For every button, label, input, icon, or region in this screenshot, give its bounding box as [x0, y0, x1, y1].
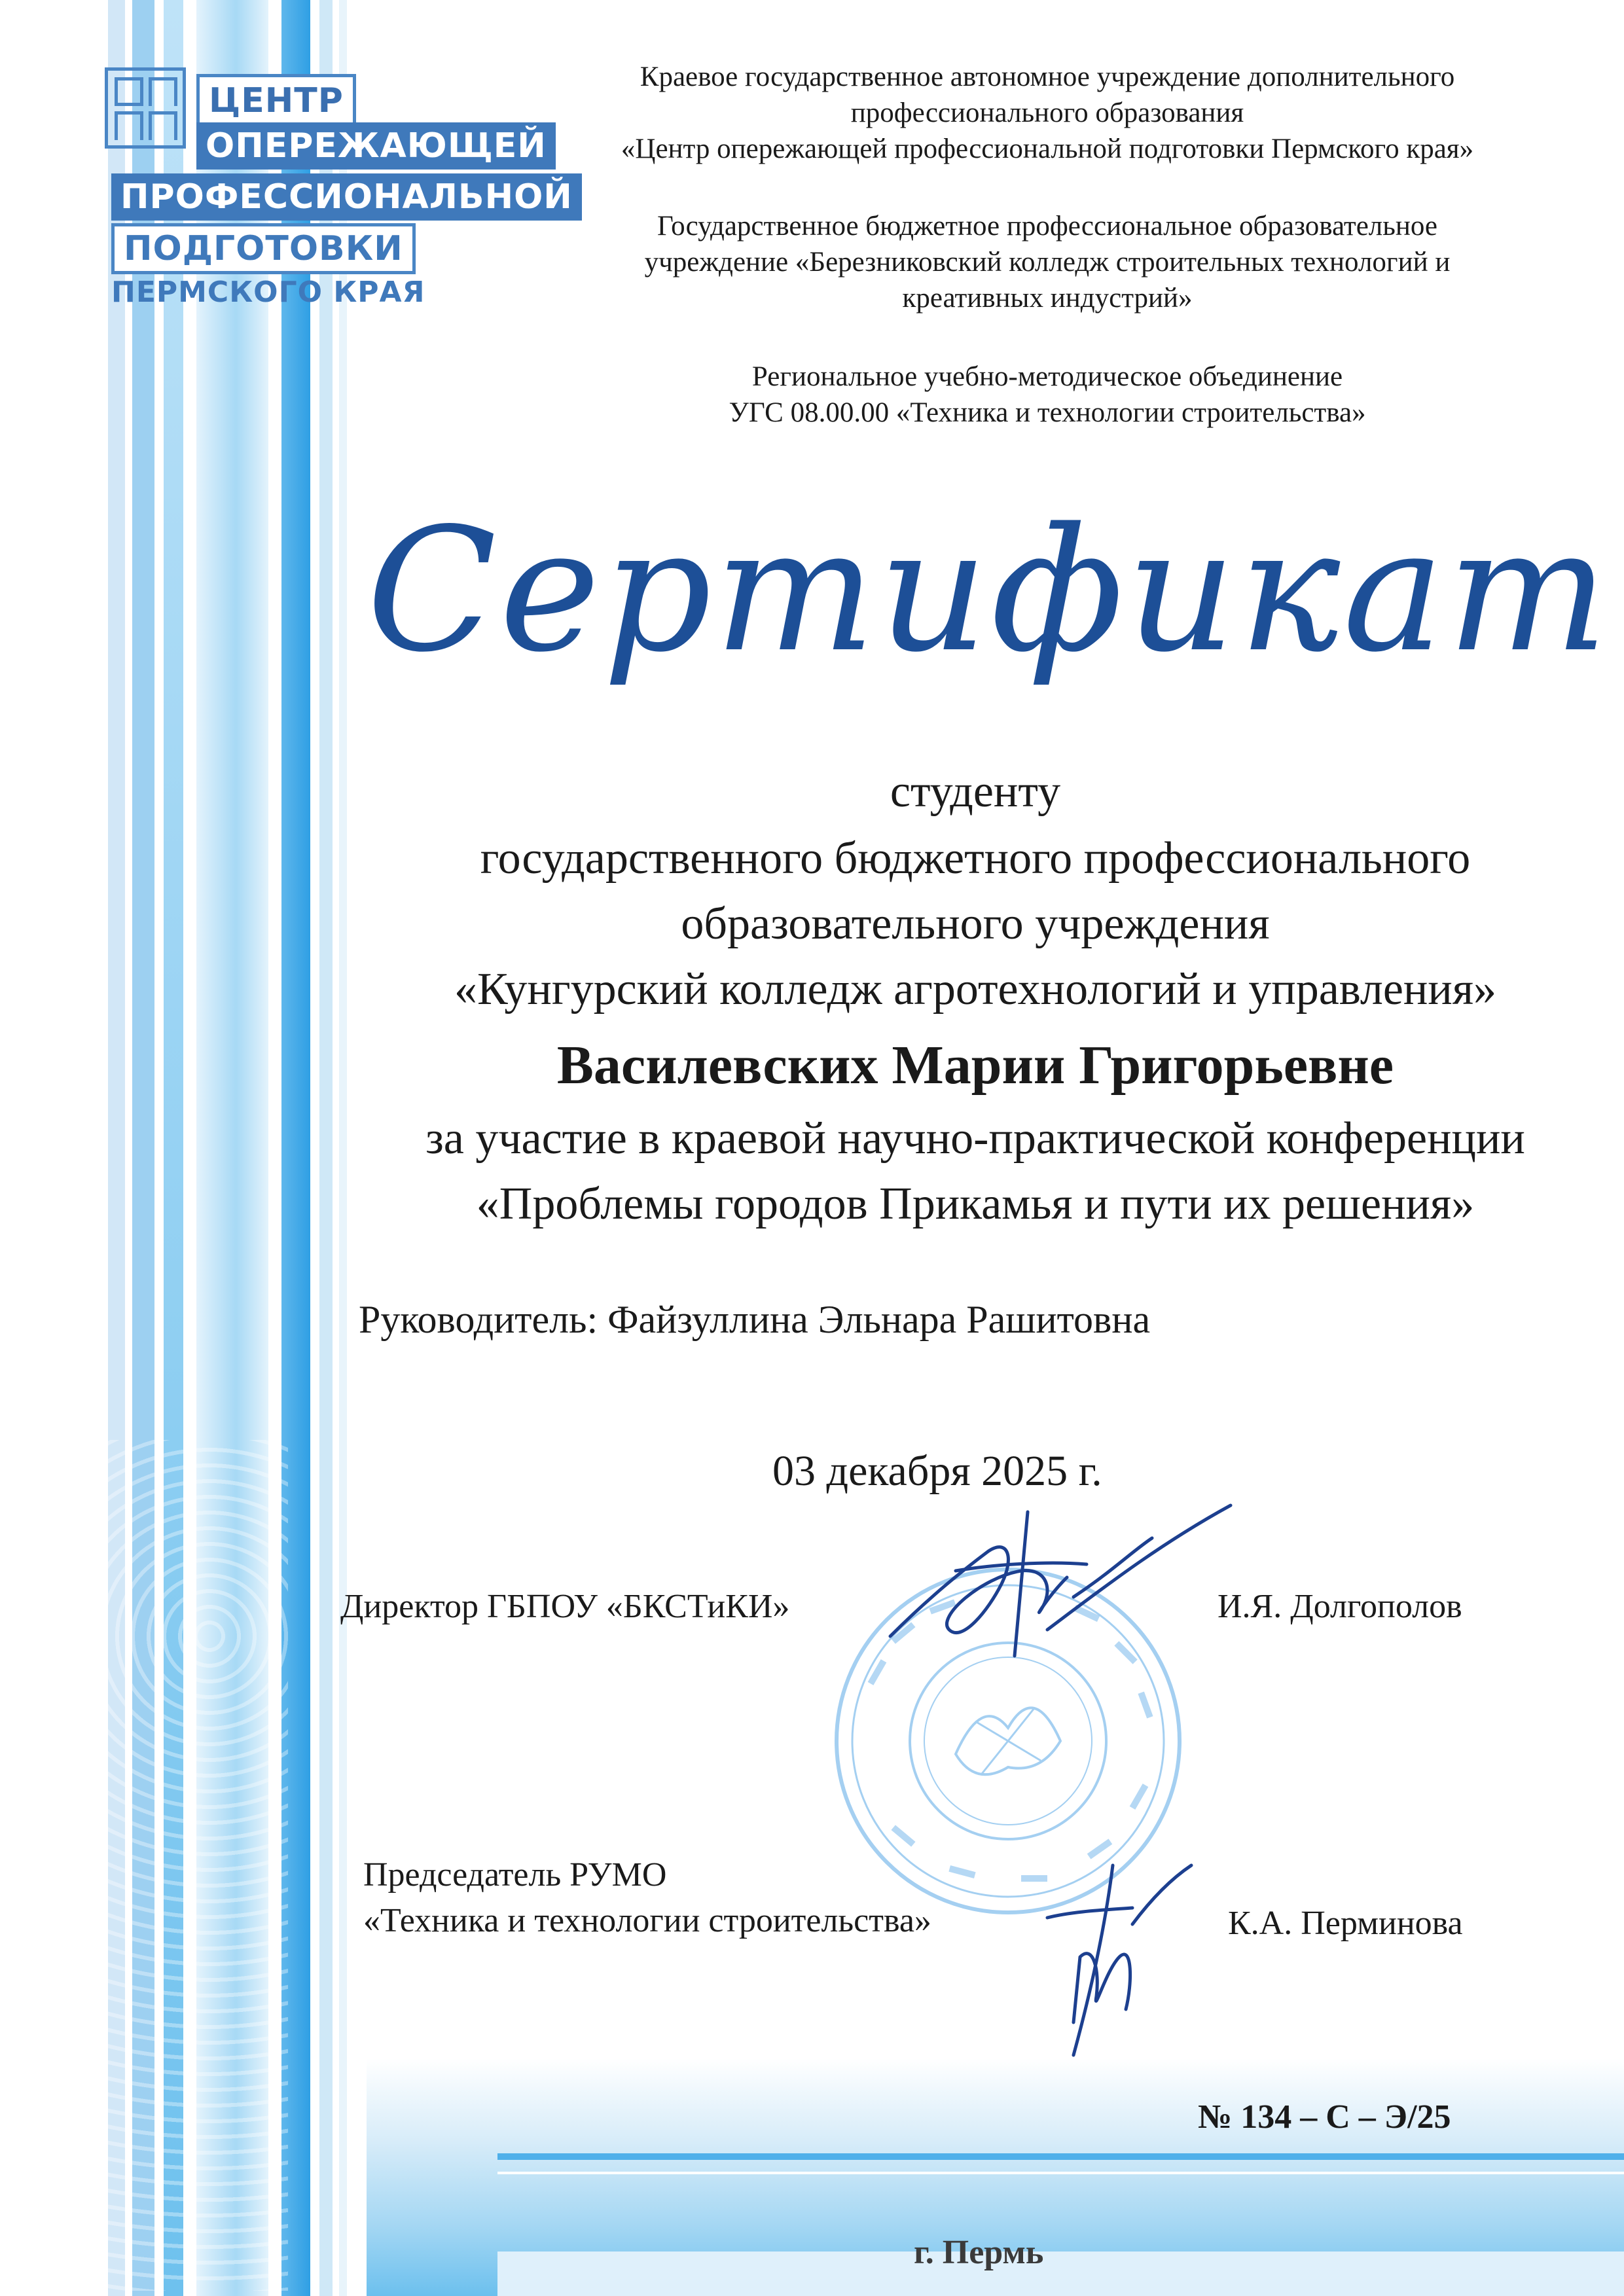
certificate-number: № 134 – С – Э/25: [1198, 2098, 1451, 2136]
chair-title: Председатель РУМО «Техника и технологии строительства»: [363, 1856, 931, 1940]
body-line: «Кунгурский колледж агротехнологий и управления»: [454, 964, 1497, 1014]
director-title: Директор ГБПОУ «БКСТиКИ»: [340, 1588, 790, 1625]
header-org-3: Региональное учебно-методическое объединение УГС 08.00.00 «Техника и технологии строительства»: [729, 361, 1366, 428]
decor-line: [497, 2251, 1624, 2296]
leader-line: Руководитель: Файзуллина Эльнара Рашитовна: [359, 1298, 1151, 1341]
header-org-1: Краевое государственное автономное учреждение дополнительного профессионального образования «Центр опережающей профессиональной подготовки Пермского края»: [621, 62, 1474, 164]
body-line: «Проблемы городов Прикамья и пути их решения»: [476, 1179, 1475, 1229]
certificate-title: Сертификат: [367, 492, 1612, 690]
logo-text-line: ОПЕРЕЖАЮЩЕЙ: [196, 122, 556, 170]
logo-text-line: ПЕРМСКОГО КРАЯ: [111, 276, 425, 309]
decor-line: [497, 2153, 1624, 2160]
logo-text-line: ПРОФЕССИОНАЛЬНОЙ: [111, 173, 582, 221]
logo-text-line: ПОДГОТОВКИ: [111, 223, 416, 274]
decor-stripe: [319, 0, 333, 2296]
body-line: государственного бюджетного профессионального: [480, 833, 1471, 884]
decor-stripe: [339, 0, 347, 2296]
director-name: И.Я. Долгополов: [1218, 1588, 1462, 1625]
recipient-name: Василевских Марии Григорьевне: [556, 1035, 1394, 1096]
decor-pattern: [79, 1440, 288, 2291]
body-line: студенту: [890, 766, 1061, 817]
city-label: г. Пермь: [914, 2234, 1044, 2271]
issue-date: 03 декабря 2025 г.: [772, 1447, 1102, 1495]
logo-text-line: ЦЕНТР: [196, 74, 356, 128]
logo: [105, 62, 573, 324]
decor-line: [497, 2172, 1624, 2174]
body-line: за участие в краевой научно-практической конференции: [425, 1113, 1525, 1164]
chair-name: К.А. Перминова: [1228, 1905, 1463, 1942]
director-signature-icon: [851, 1499, 1257, 1682]
chair-signature-icon: [1034, 1859, 1218, 2062]
header-org-2: Государственное бюджетное профессиональное образовательное учреждение «Березниковский колледж строительных технологий и креативных индустрий»: [644, 211, 1451, 314]
body-line: образовательного учреждения: [681, 899, 1270, 949]
logo-mark-icon: [105, 67, 186, 149]
